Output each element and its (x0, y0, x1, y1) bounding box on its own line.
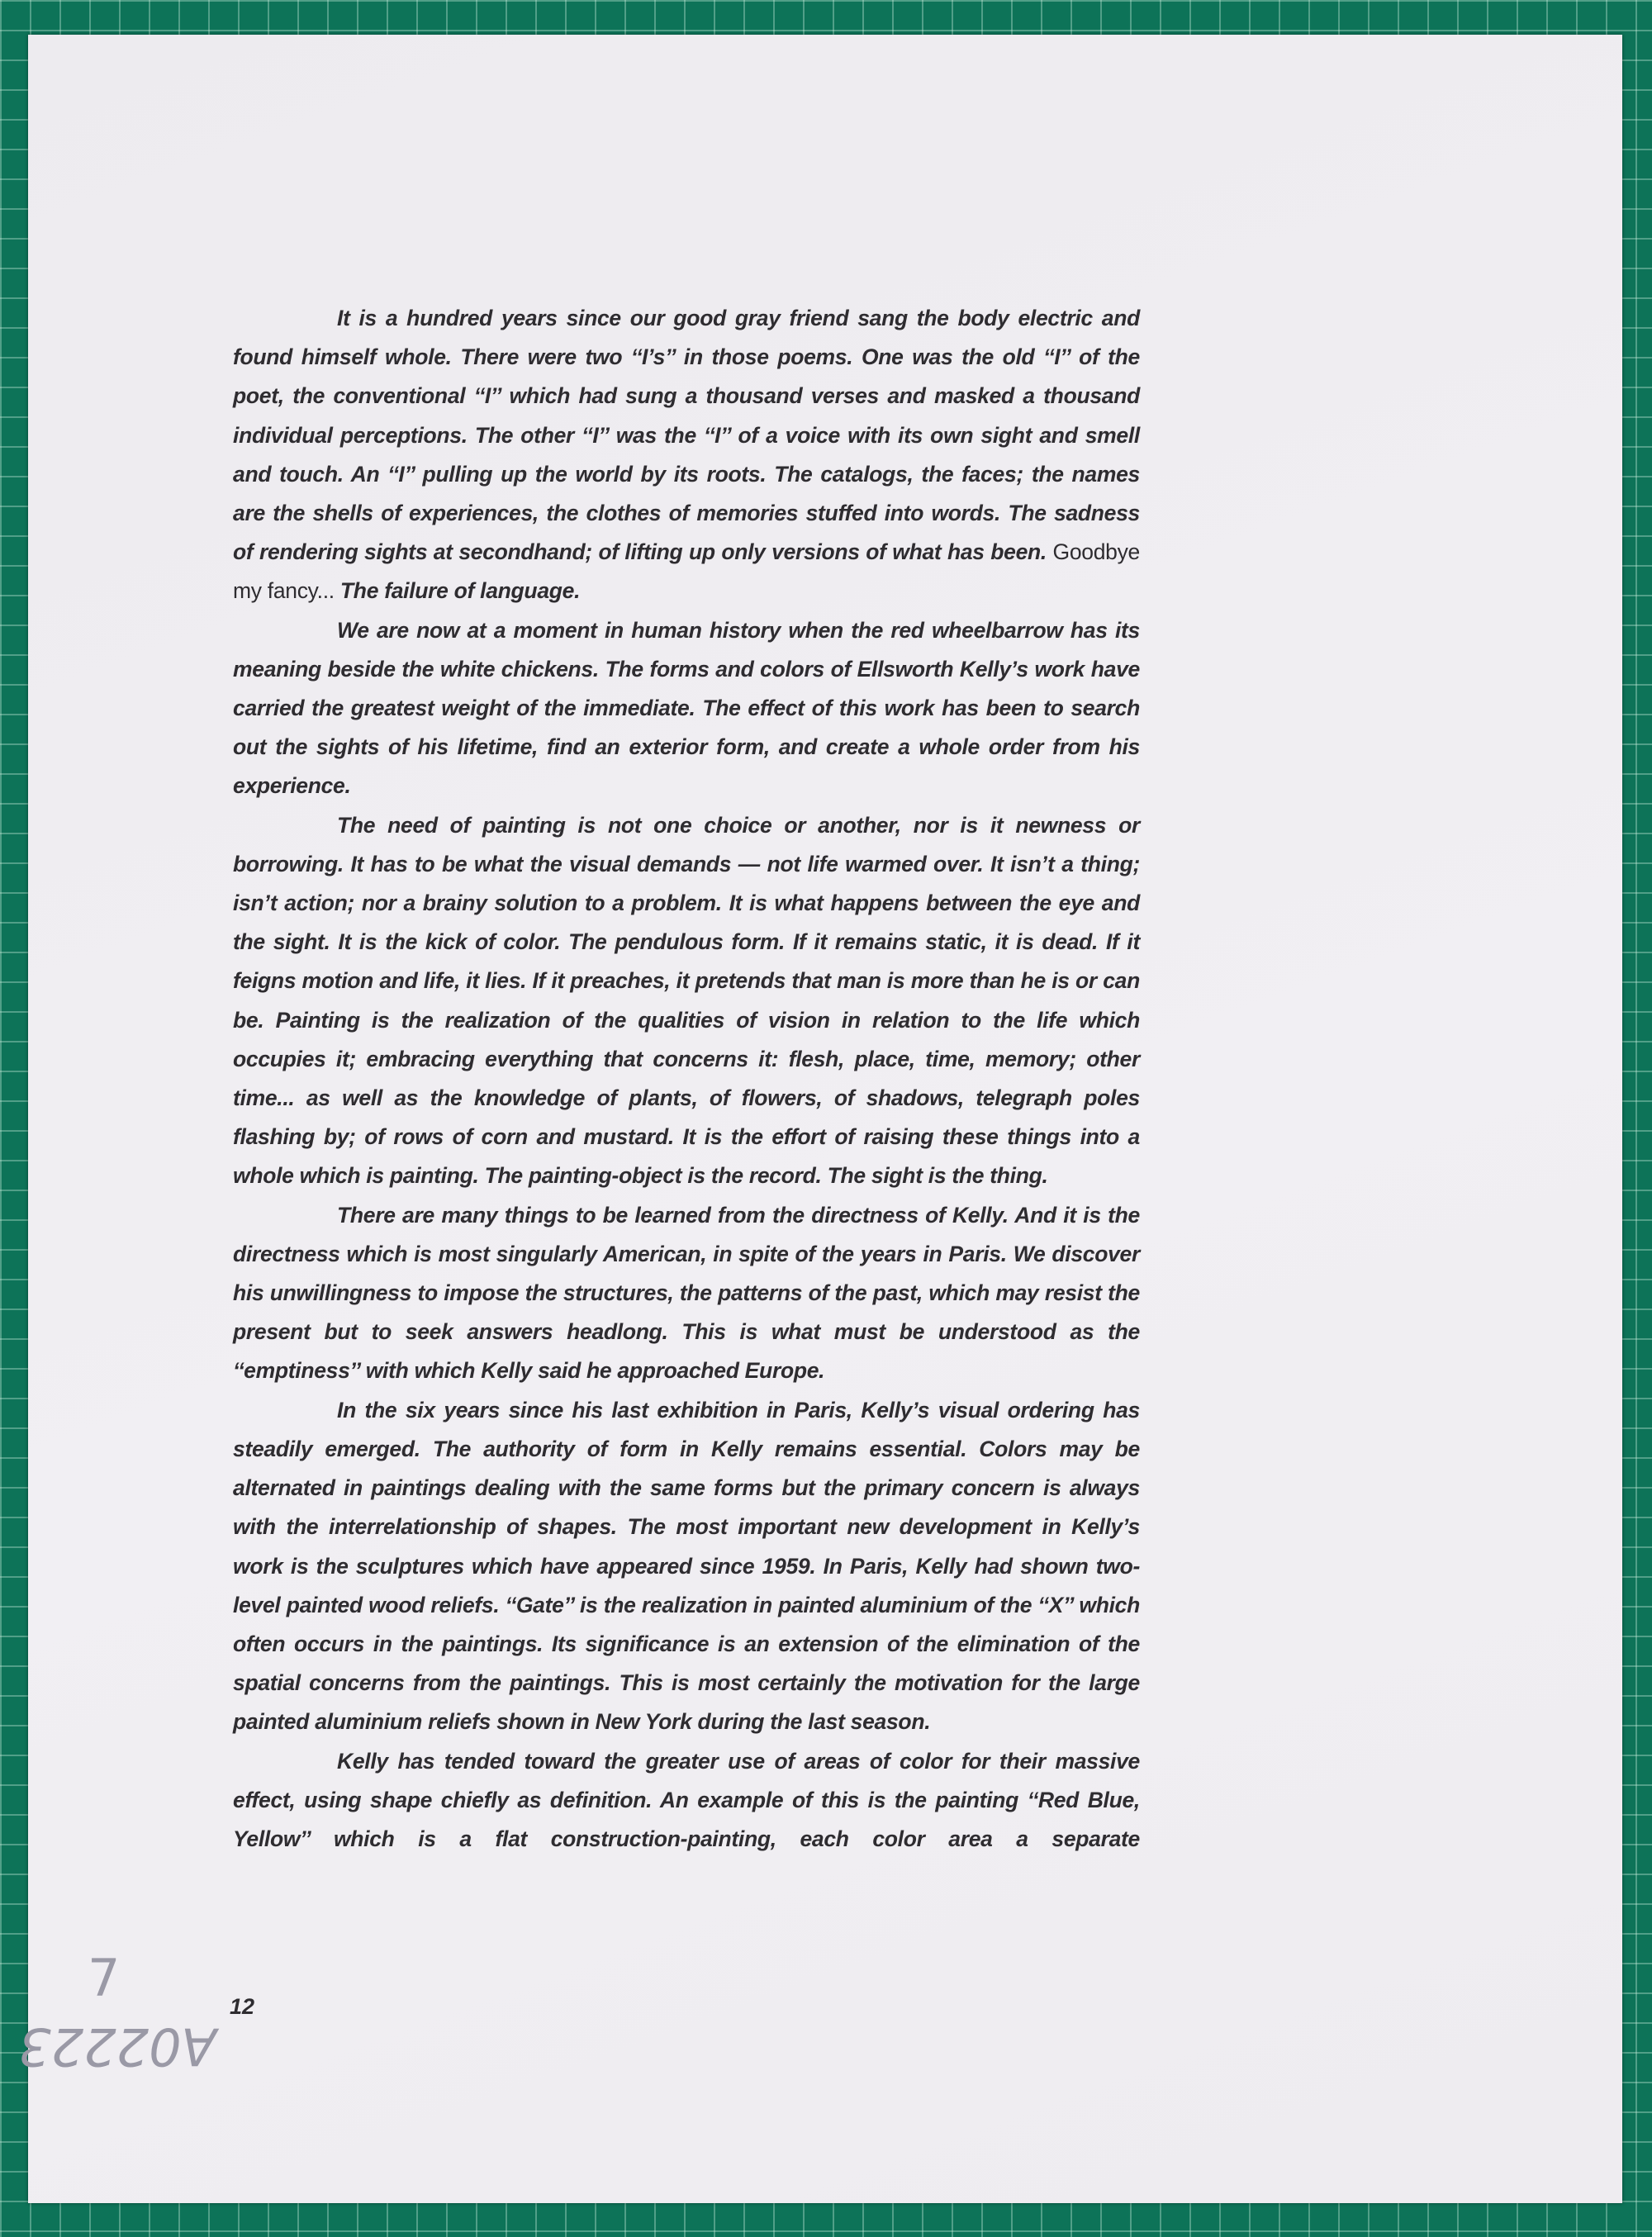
paragraph-text: It is a hundred years since our good gray friend sang the body electric and found himself whole. There were two ‘‘I’s’’ in those poems. One was the old ‘‘I’’ of the poet, the conventional ‘‘I’’ which had sung a thousand verses and masked a thousand individual perceptions. The other ‘‘I’’ was the ‘‘I’’ of a voice with its own sight and smell and touch. An ‘‘I’’ pulling up the world by its roots. The catalogs, the faces; the names are the shells of experiences, the clothes of memories stuffed into words. The sadness of rendering sights at secondhand; of lifting up only versions of what has been. (233, 306, 1140, 565)
paragraph (233, 611, 1140, 806)
paragraph-text: Kelly has tended toward the greater use of areas of color for their massive effect, using shape chiefly as definition. An example of this is the painting ‘‘Red Blue, Yellow’’ which is a flat construction-painting, each color area a separate (233, 1748, 1140, 1851)
paragraph-text-roman: Goodbye my fancy... (233, 539, 1140, 604)
handwritten-code: A02223 (18, 2016, 216, 2077)
paragraph (233, 1742, 1140, 1859)
paragraph-text: There are many things to be learned from the directness of Kelly. And it is the directness which is most singularly American, in spite of the years in Paris. We discover his unwillingness to impose the structures, the patterns of the past, which may resist the present but to seek answers headlong. This is what must be understood as the ‘‘emptiness’’ with which Kelly said he approached Europe. (233, 1202, 1140, 1384)
handwritten-annotation (18, 1948, 220, 2077)
handwritten-mark: 7 (88, 1948, 121, 2008)
paragraph (233, 299, 1140, 611)
document-page (18, 35, 1622, 2203)
paragraph (233, 806, 1140, 1196)
paragraph-text: We are now at a moment in human history when the red wheelbarrow has its meaning beside the white chickens. The forms and colors of Ellsworth Kelly’s work have carried the greatest weight of the immediate. The effect of this work has been to search out the sights of his lifetime, find an exterior form, and create a whole order from his experience. (233, 617, 1140, 799)
paragraph-text: The need of painting is not one choice or another, nor is it newness or borrowing. It has to be what the visual demands — not life warmed over. It isn’t a thing; isn’t action; nor a brainy solution to a problem. It is what happens between the eye and the sight. It is the kick of color. The pendulous form. If it remains static, it is dead. If it feigns motion and life, it lies. If it preaches, it pretends that man is more than he is or can be. Painting is the realization of the qualities of vision in relation to the life which occupies it; embracing everything that concerns it: flesh, place, time, memory; other time... as well as the knowledge of plants, of flowers, of shadows, telegraph poles flashing by; of rows of corn and mustard. It is the effort of raising these things into a whole which is painting. The painting-object is the record. The sight is the thing. (233, 812, 1140, 1189)
paragraph-text: In the six years since his last exhibition in Paris, Kelly’s visual ordering has steadily emerged. The authority of form in Kelly remains essential. Colors may be alternated in paintings dealing with the same forms but the primary concern is always with the interrelationship of shapes. The most important new development in Kelly’s work is the sculptures which have appeared since 1959. In Paris, Kelly had shown two-level painted wood reliefs. ‘‘Gate’’ is the realization in painted aluminium of the ‘‘X’’ which often occurs in the paintings. Its significance is an extension of the elimination of the spatial concerns from the paintings. This is most certainly the motivation for the large painted aluminium reliefs shown in New York during the last season. (233, 1397, 1140, 1735)
page-number: 12 (230, 1994, 255, 2019)
paragraph (233, 1196, 1140, 1391)
essay-body (233, 299, 1140, 1859)
paragraph-text: The failure of language. (334, 578, 581, 604)
paragraph (233, 1391, 1140, 1742)
